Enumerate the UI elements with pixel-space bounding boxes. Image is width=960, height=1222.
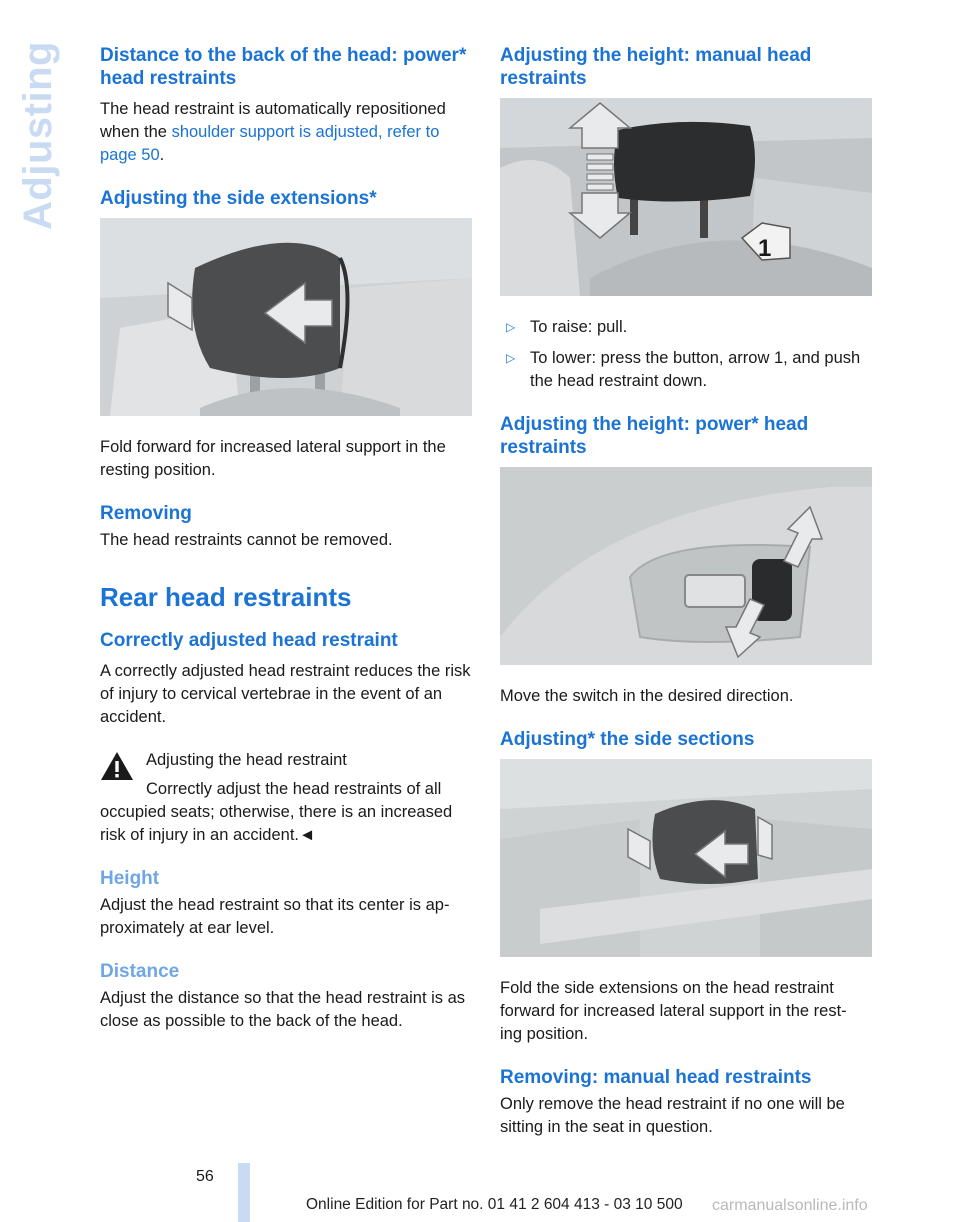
- footer-bar: [238, 1163, 250, 1222]
- power-height-text: Move the switch in the desired direction.: [500, 687, 794, 705]
- removing-heading: Removing: [100, 503, 192, 524]
- side-tab-label: Adjusting: [15, 40, 60, 230]
- removing-text: The head restraints cannot be removed.: [100, 531, 393, 549]
- side-extensions-text: Fold forward for increased lateral support in the resting position.: [100, 438, 446, 479]
- power-height-heading: Adjusting the height: power* head restraints: [500, 414, 809, 458]
- correctly-adjusted-text: A correctly adjusted head restraint reduces the risk of injury to cervical vertebrae in the event of an accident.: [100, 662, 471, 726]
- figure-callout-1: 1: [758, 235, 772, 262]
- distance-text: Adjust the distance so that the head restraint is as close as possible to the back of the head.: [100, 989, 466, 1030]
- right-column: [500, 44, 872, 1159]
- shoulder-support-link[interactable]: shoulder support is adjusted, refer to page 50: [100, 123, 440, 164]
- page-number: 56: [196, 1168, 214, 1185]
- watermark: carmanualsonline.info: [712, 1197, 868, 1214]
- left-column: [100, 44, 472, 1053]
- side-tab: [8, 30, 68, 240]
- manual-height-list: [500, 316, 872, 393]
- height-text: Adjust the head restraint so that its center is ap- proximately at ear level.: [100, 896, 450, 937]
- side-extensions-heading: Adjusting the side extensions*: [100, 188, 377, 209]
- removing-manual-heading: Removing: manual head restraints: [500, 1067, 812, 1088]
- side-sections-heading: Adjusting* the side sections: [500, 729, 755, 750]
- power-height-figure: [500, 467, 872, 665]
- removing-manual-text: Only remove the head restraint if no one will be sitting in the seat in question.: [500, 1095, 845, 1136]
- edition-footer: Online Edition for Part no. 01 41 2 604 413 - 03 10 500: [306, 1196, 683, 1213]
- warning-title: Adjusting the head restraint: [146, 751, 347, 769]
- manual-height-heading: Adjusting the height: manual head restraints: [500, 45, 812, 89]
- warning-block: [100, 749, 472, 847]
- list-item: ▷ To raise: pull.: [500, 316, 872, 339]
- height-heading: Height: [100, 868, 160, 889]
- manual-height-figure: [500, 98, 872, 296]
- warning-text: Correctly adjust the head restraints of all occupied seats; otherwise, there is an increased risk of injury in an accident.◄: [100, 780, 453, 844]
- distance-power-text: The head restraint is automatically repositioned when the shoulder support is adjusted, refer to page 50.: [100, 100, 446, 164]
- bullet-triangle-icon: ▷: [506, 351, 516, 365]
- side-sections-figure: [500, 759, 872, 957]
- side-sections-text: Fold the side extensions on the head restraint forward for increased lateral support in the rest- ing position.: [500, 979, 847, 1043]
- side-extensions-figure: [100, 218, 472, 416]
- bullet-triangle-icon: ▷: [506, 320, 516, 334]
- distance-heading: Distance: [100, 961, 180, 982]
- list-item: ▷ To lower: press the button, arrow 1, and push the head restraint down.: [506, 349, 861, 390]
- rear-head-restraints-heading: Rear head restraints: [100, 582, 352, 612]
- correctly-adjusted-heading: Correctly adjusted head restraint: [100, 630, 398, 651]
- distance-power-heading: Distance to the back of the head: power* head restraints: [100, 45, 467, 89]
- warning-triangle-icon: [100, 751, 134, 786]
